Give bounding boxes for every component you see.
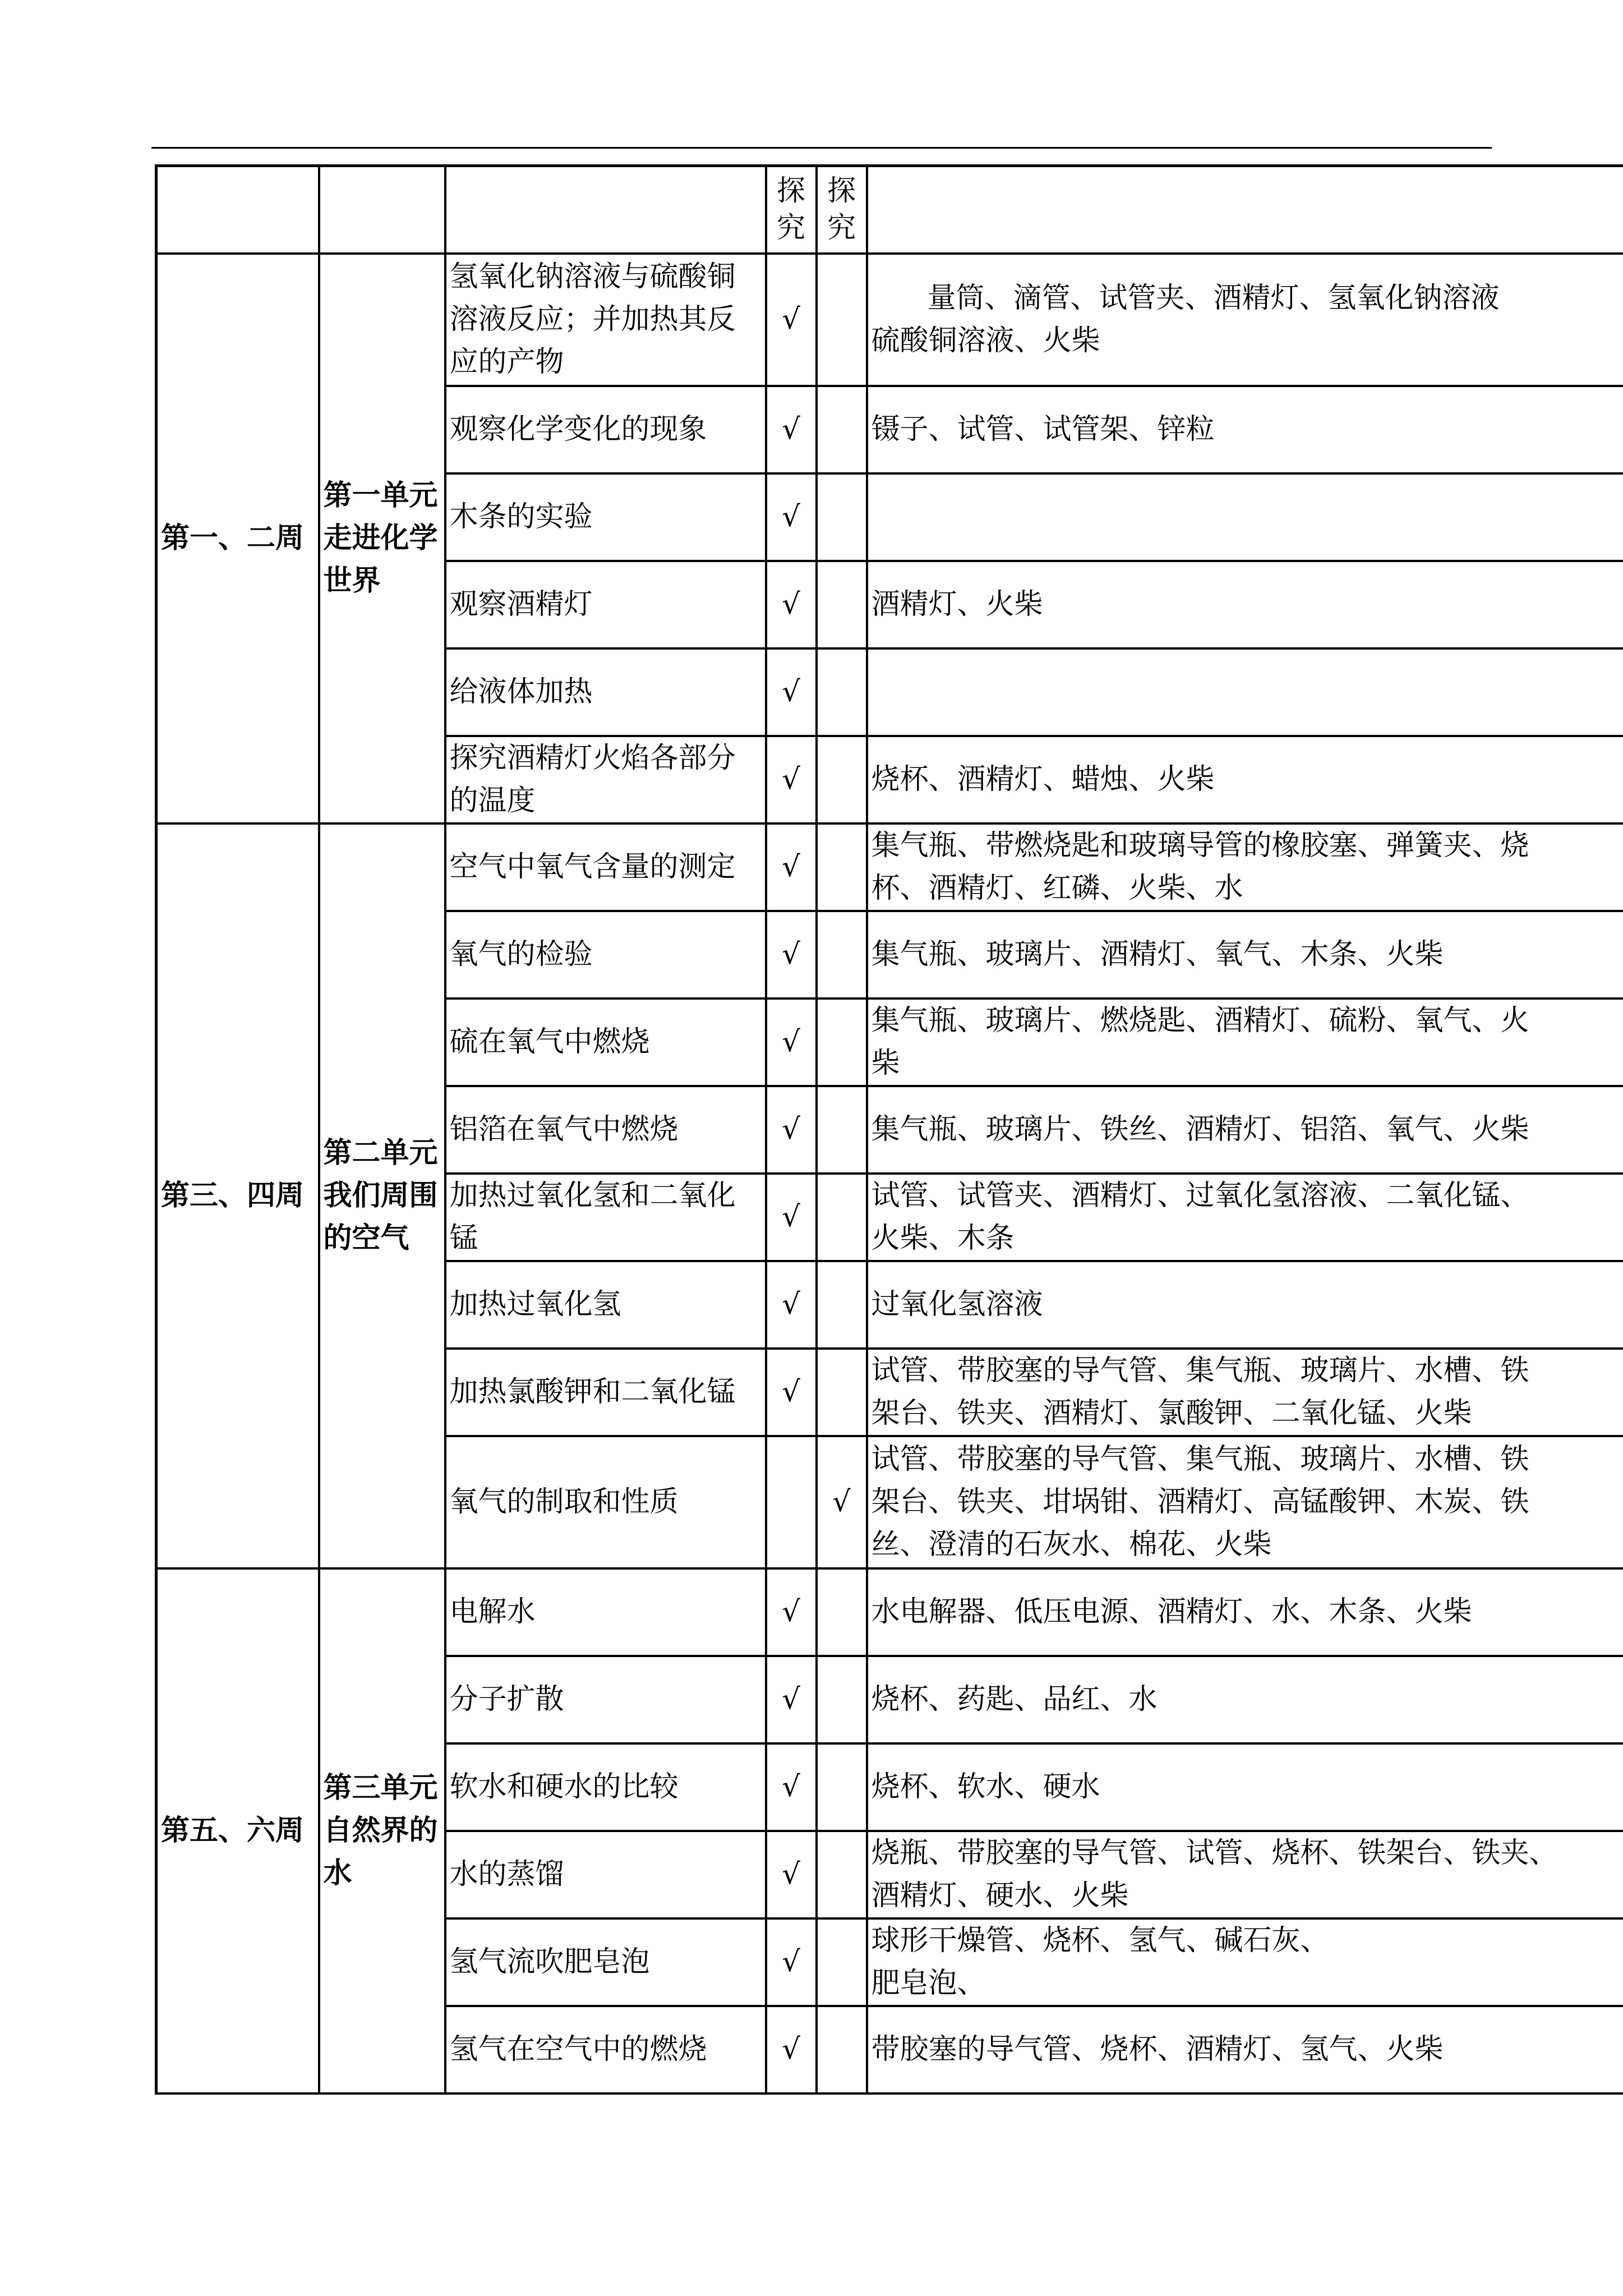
materials-line: 杯、酒精灯、红磷、火柴、水 [871, 871, 1243, 905]
table-row [156, 254, 1623, 386]
experiment-name-cell: 观察酒精灯 [445, 561, 766, 648]
demo-check-cell: √ [766, 1174, 817, 1261]
demo-check-cell: √ [766, 1349, 817, 1436]
unit-title-line: 第三单元 [323, 1771, 438, 1805]
demo-check-cell [766, 1436, 817, 1568]
materials-cell [867, 1349, 1623, 1436]
header-demo-label: 探究 [776, 174, 805, 245]
table-body [156, 166, 1623, 2093]
week-cell: 第三、四周 [156, 823, 319, 1568]
materials-line: 酒精灯、硬水、火柴 [871, 1879, 1129, 1912]
unit-title-line: 水 [323, 1856, 352, 1890]
materials-cell [867, 1568, 1623, 1656]
experiment-name-cell: 氢气在空气中的燃烧 [445, 2006, 766, 2093]
group-check-cell [817, 1568, 867, 1656]
experiment-name-cell: 给液体加热 [445, 648, 766, 736]
materials-cell [867, 823, 1623, 911]
materials-line: 带胶塞的导气管、烧杯、酒精灯、氢气、火柴 [871, 2032, 1444, 2066]
materials-cell [867, 254, 1623, 386]
demo-check-cell: √ [766, 1086, 817, 1174]
materials-cell [867, 561, 1623, 648]
group-check-cell [817, 1831, 867, 1918]
experiment-name-cell: 氧气的检验 [445, 911, 766, 999]
header-materials-cell [867, 166, 1623, 254]
group-check-cell [817, 1174, 867, 1261]
materials-line: 架台、铁夹、酒精灯、氯酸钾、二氧化锰、火柴 [871, 1396, 1472, 1430]
materials-cell [867, 1086, 1623, 1174]
materials-line: 集气瓶、玻璃片、燃烧匙、酒精灯、硫粉、氧气、火 [871, 1004, 1529, 1037]
experiment-schedule-sheet [155, 164, 1623, 2105]
experiment-name-cell: 观察化学变化的现象 [445, 386, 766, 473]
unit-cell [319, 1568, 445, 2093]
experiment-name-cell: 加热过氧化氢 [445, 1261, 766, 1349]
header-demo-cell [766, 166, 817, 254]
demo-check-cell: √ [766, 823, 817, 911]
unit-title-line: 走进化学 [323, 521, 438, 555]
demo-check-cell: √ [766, 386, 817, 473]
experiment-name-cell: 木条的实验 [445, 473, 766, 561]
experiment-name-cell: 铝箔在氧气中燃烧 [445, 1086, 766, 1174]
group-check-cell [817, 999, 867, 1086]
group-check-cell [817, 1743, 867, 1831]
demo-check-cell: √ [766, 648, 817, 736]
materials-line: 集气瓶、带燃烧匙和玻璃导管的橡胶塞、弹簧夹、烧 [871, 829, 1529, 862]
materials-cell [867, 2006, 1623, 2093]
experiment-name-cell: 氧气的制取和性质 [445, 1436, 766, 1568]
group-check-cell [817, 561, 867, 648]
demo-check-cell: √ [766, 1831, 817, 1918]
week-cell: 第五、六周 [156, 1568, 319, 2093]
experiment-name-cell: 分子扩散 [445, 1656, 766, 1743]
experiment-name-cell: 软水和硬水的比较 [445, 1743, 766, 1831]
group-check-cell [817, 2006, 867, 2093]
group-check-cell: √ [817, 1436, 867, 1568]
table-row [156, 823, 1623, 911]
unit-title-line: 自然界的 [323, 1814, 438, 1847]
materials-line: 烧杯、药匙、品红、水 [871, 1682, 1158, 1716]
demo-check-cell: √ [766, 254, 817, 386]
materials-cell [867, 1918, 1623, 2006]
demo-check-cell: √ [766, 1568, 817, 1656]
materials-line: 镊子、试管、试管架、锌粒 [871, 412, 1215, 446]
unit-cell [319, 254, 445, 823]
demo-check-cell: √ [766, 736, 817, 823]
materials-line: 量筒、滴管、试管夹、酒精灯、氢氧化钠溶液 [927, 281, 1500, 315]
materials-line: 烧杯、酒精灯、蜡烛、火柴 [871, 762, 1215, 796]
materials-line: 集气瓶、玻璃片、酒精灯、氧气、木条、火柴 [871, 937, 1444, 971]
experiment-name-cell: 加热过氧化氢和二氧化锰 [445, 1174, 766, 1261]
unit-title-line: 第二单元 [323, 1136, 438, 1170]
experiment-name-cell: 水的蒸馏 [445, 1831, 766, 1918]
experiment-name-cell: 空气中氧气含量的测定 [445, 823, 766, 911]
group-check-cell [817, 254, 867, 386]
experiment-name-cell: 电解水 [445, 1568, 766, 1656]
materials-cell [867, 1831, 1623, 1918]
group-check-cell [817, 1086, 867, 1174]
demo-check-cell: √ [766, 1743, 817, 1831]
table-row [156, 1568, 1623, 1656]
materials-line: 硫酸铜溶液、火柴 [871, 324, 1100, 357]
demo-check-cell: √ [766, 473, 817, 561]
header-row [156, 166, 1623, 254]
materials-cell [867, 1261, 1623, 1349]
header-group-label: 探究 [827, 174, 856, 245]
week-cell: 第一、二周 [156, 254, 319, 823]
materials-cell [867, 473, 1623, 561]
materials-line: 试管、带胶塞的导气管、集气瓶、玻璃片、水槽、铁 [871, 1442, 1529, 1476]
unit-title-line: 世界 [323, 564, 381, 597]
demo-check-cell: √ [766, 561, 817, 648]
group-check-cell [817, 648, 867, 736]
materials-line: 水电解器、低压电源、酒精灯、水、木条、火柴 [871, 1595, 1472, 1628]
materials-cell [867, 911, 1623, 999]
header-name-cell [445, 166, 766, 254]
group-check-cell [817, 823, 867, 911]
demo-check-cell: √ [766, 911, 817, 999]
materials-line: 架台、铁夹、坩埚钳、酒精灯、高锰酸钾、木炭、铁 [871, 1485, 1529, 1519]
experiment-name-cell: 氢氧化钠溶液与硫酸铜溶液反应；并加热其反应的产物 [445, 254, 766, 386]
group-check-cell [817, 386, 867, 473]
group-check-cell [817, 911, 867, 999]
materials-line: 肥皂泡、 [871, 1966, 986, 2000]
unit-title-line: 我们周围 [323, 1179, 438, 1212]
experiment-name-cell: 探究酒精灯火焰各部分的温度 [445, 736, 766, 823]
group-check-cell [817, 1349, 867, 1436]
group-check-cell [817, 736, 867, 823]
header-unit-cell [319, 166, 445, 254]
materials-cell [867, 1174, 1623, 1261]
header-group-cell [817, 166, 867, 254]
group-check-cell [817, 1261, 867, 1349]
demo-check-cell: √ [766, 1261, 817, 1349]
unit-title-line: 第一单元 [323, 478, 438, 512]
demo-check-cell: √ [766, 1656, 817, 1743]
materials-cell [867, 736, 1623, 823]
materials-line: 丝、澄清的石灰水、棉花、火柴 [871, 1527, 1272, 1561]
unit-cell [319, 823, 445, 1568]
materials-line: 集气瓶、玻璃片、铁丝、酒精灯、铝箔、氧气、火柴 [871, 1112, 1529, 1146]
materials-line: 酒精灯、火柴 [871, 587, 1043, 621]
materials-line: 过氧化氢溶液 [871, 1287, 1043, 1321]
experiment-name-cell: 氢气流吹肥皂泡 [445, 1918, 766, 2006]
experiment-schedule-table [155, 164, 1623, 2095]
materials-cell [867, 1656, 1623, 1743]
materials-cell [867, 386, 1623, 473]
materials-line: 火柴、木条 [871, 1221, 1015, 1255]
group-check-cell [817, 1656, 867, 1743]
materials-cell [867, 1436, 1623, 1568]
materials-cell [867, 648, 1623, 736]
demo-check-cell: √ [766, 2006, 817, 2093]
materials-line: 烧瓶、带胶塞的导气管、试管、烧杯、铁架台、铁夹、 [871, 1836, 1558, 1870]
materials-cell [867, 999, 1623, 1086]
materials-line: 球形干燥管、烧杯、氢气、碱石灰、 [871, 1924, 1329, 1957]
demo-check-cell: √ [766, 1918, 817, 2006]
materials-line: 试管、带胶塞的导气管、集气瓶、玻璃片、水槽、铁 [871, 1354, 1529, 1387]
unit-title-line: 的空气 [323, 1221, 409, 1255]
group-check-cell [817, 473, 867, 561]
materials-line: 柴 [871, 1046, 900, 1080]
materials-line: 试管、试管夹、酒精灯、过氧化氢溶液、二氧化锰、 [871, 1179, 1529, 1212]
experiment-name-cell: 硫在氧气中燃烧 [445, 999, 766, 1086]
materials-cell [867, 1743, 1623, 1831]
demo-check-cell: √ [766, 999, 817, 1086]
group-check-cell [817, 1918, 867, 2006]
experiment-name-cell: 加热氯酸钾和二氧化锰 [445, 1349, 766, 1436]
materials-line: 烧杯、软水、硬水 [871, 1770, 1100, 1803]
header-week-cell [156, 166, 319, 254]
header-rule [151, 147, 1492, 149]
